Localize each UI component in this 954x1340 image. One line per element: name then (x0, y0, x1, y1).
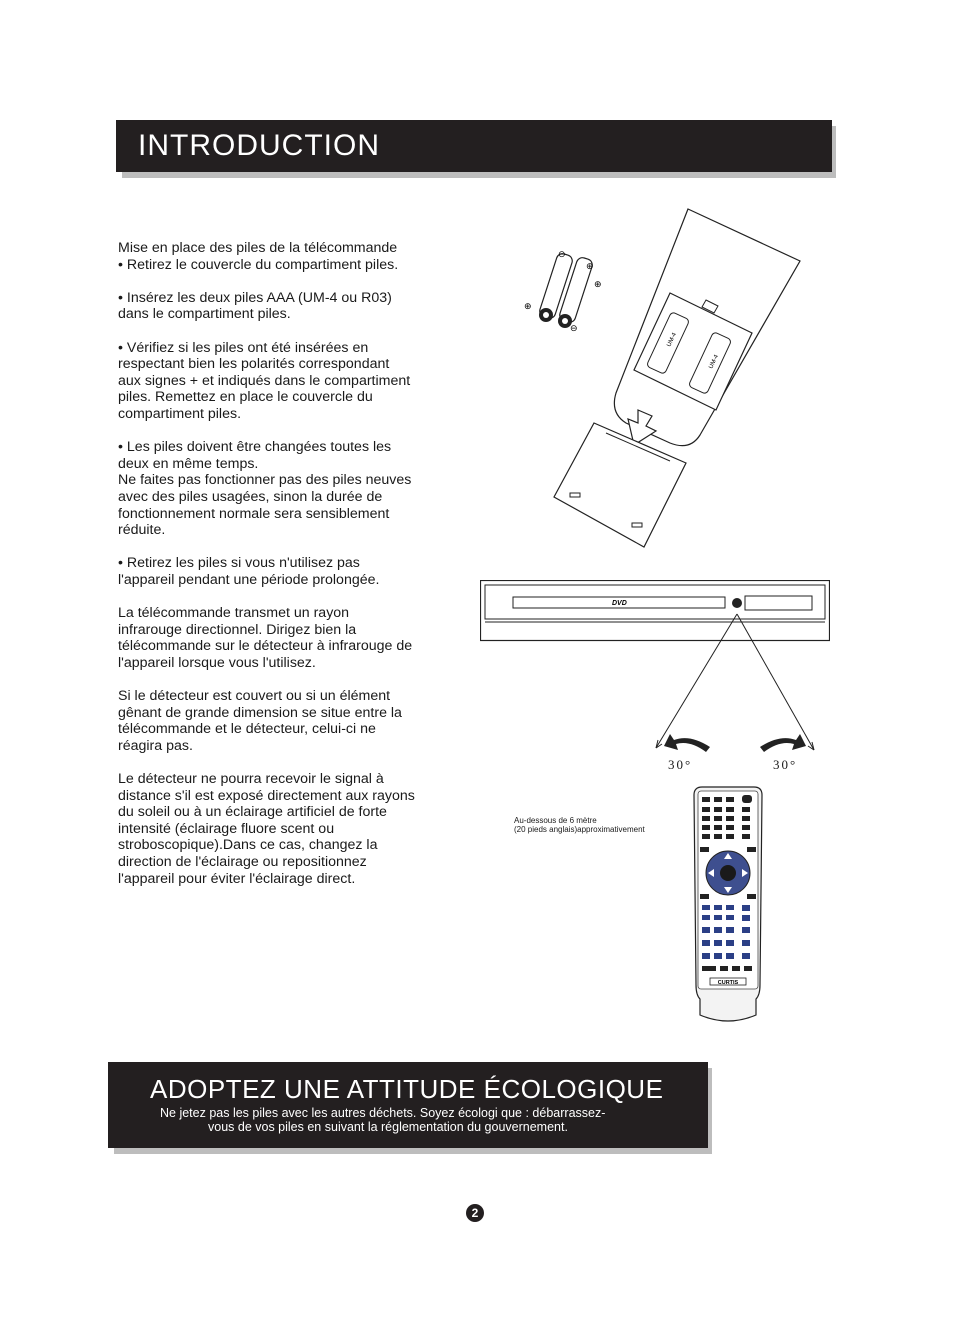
eco-text-line1: Ne jetez pas les piles avec les autres déchets. Soyez écologi que : débarrassez- (160, 1106, 606, 1120)
eco-text-line2: vous de vos piles en suivant la réglementation du gouvernement. (208, 1120, 568, 1134)
page-number: 2 (466, 1204, 484, 1222)
aaa-batteries (524, 250, 602, 334)
left-arrow-icon (664, 734, 710, 752)
ir-angle-diagram (640, 610, 830, 755)
paragraph-polarity: • Vérifiez si les piles ont été insérées en respectant bien les polarités correspondant aux signes + et indiqués dans le compartiment piles. Remettez en place le couvercle du compartiment piles. (118, 339, 411, 422)
remote-brand: CURTIS (717, 980, 739, 986)
svg-text:⊕: ⊕ (594, 280, 602, 290)
page-title: INTRODUCTION (138, 129, 380, 162)
paragraph-infrared: La télécommande transmet un rayon infrarouge directionnel. Dirigez bien la télécommande sur le détecteur à infrarouge de l'appareil lorsque vous l'utilisez. (118, 605, 413, 671)
paragraph-insert-batteries: • Insérez les deux piles AAA (UM-4 ou R03) dans le compartiment piles. (118, 289, 392, 323)
svg-text:⊕: ⊕ (524, 302, 532, 312)
angle-right: 30° (773, 757, 798, 772)
paragraph-replace-together: • Les piles doivent être changées toutes les deux en même temps. Ne faites pas fonctionner pas des piles neuves avec des piles usagées, sinon la durée de fonctionnement normale sera sensiblement réduite. (118, 439, 412, 539)
paragraph-light-interference: Le détecteur ne pourra recevoir le signal à distance s'il est exposé directement aux rayons du soleil ou à un éclairage artificiel de forte intensité (éclairage fluore scent ou stroboscopique).Dans ce cas, changez la direction de l'éclairage ou repositionnez l'appareil pour éviter l'éclairage direct. (118, 771, 415, 887)
right-arrow-icon (760, 734, 806, 752)
eco-title: ADOPTEZ UNE ATTITUDE ÉCOLOGIQUE (150, 1074, 664, 1104)
dvd-logo: DVD (612, 600, 627, 607)
ir-sensor (732, 598, 742, 608)
remote-control-figure (690, 785, 766, 1027)
header-banner (116, 120, 832, 172)
battery-slot-label-1: UM-4 (666, 332, 679, 348)
svg-text:⊖: ⊖ (558, 250, 566, 260)
battery-slot-label-2: UM-4 (708, 354, 721, 370)
eco-banner (108, 1062, 708, 1148)
paragraph-battery-install: Mise en place des piles de la télécommande • Retirez le couvercle du compartiment piles. (118, 240, 399, 273)
display-window (745, 596, 812, 610)
instructions-text (118, 240, 488, 904)
battery-installation-figure (510, 205, 810, 550)
svg-text:⊖: ⊖ (570, 324, 578, 334)
paragraph-remove-batteries: • Retirez les piles si vous n'utilisez pas l'appareil pendant une période prolongée. (118, 555, 380, 588)
angle-left: 30° (668, 757, 693, 772)
paragraph-obstacle: Si le détecteur est couvert ou si un élément gênant de grande dimension se situe entre la télécommande et le détecteur, celui-ci ne réagira pas. (118, 688, 402, 754)
svg-text:⊕: ⊕ (586, 262, 594, 272)
range-label: Au-dessous de 6 mètre (20 pieds anglais)approximativement (514, 816, 645, 834)
